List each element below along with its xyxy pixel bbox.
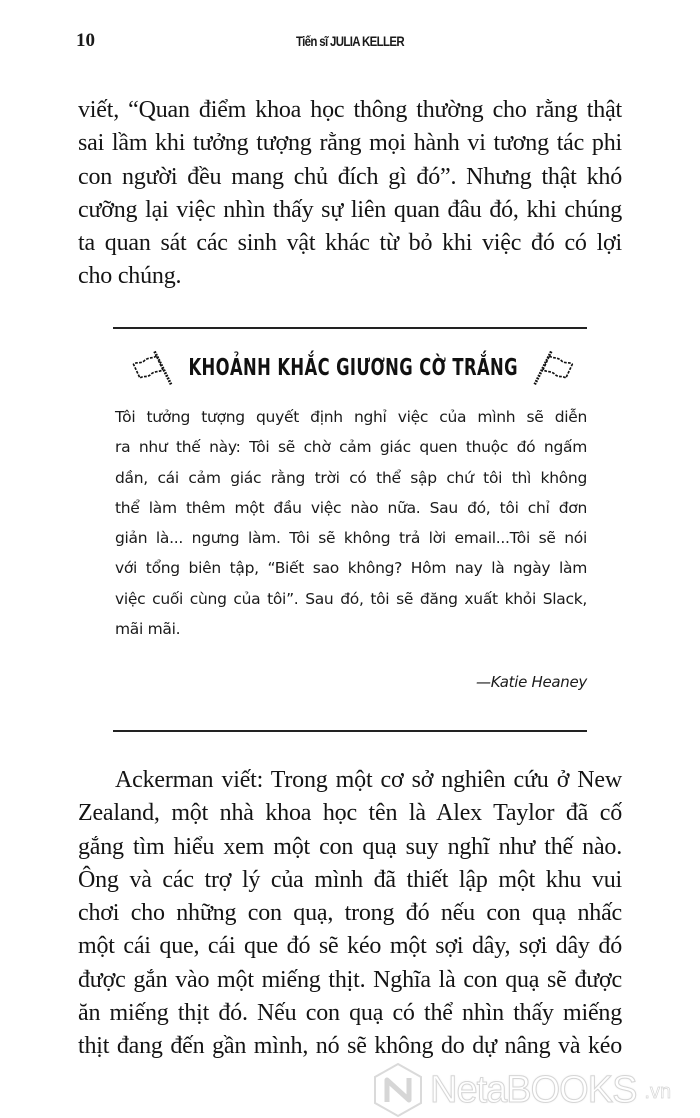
text-line: cưỡng lại việc nhìn thấy sự liên quan đâu đó, khi chúng [78,196,622,223]
text-line: viết, “Quan điểm khoa học thông thường cho rằng thật [78,97,622,123]
sidebar-title-row [128,345,578,389]
quote-line: việc cuối cùng của tôi”. Sau đó, tôi sẽ đăng xuất khỏi Slack, [115,589,587,608]
quote-line: với tổng biên tập, “Biết sao không? Hôm nay là ngày làm [115,559,587,578]
quote-attribution: —Katie Heaney [476,673,587,691]
white-flag-icon [532,346,578,388]
watermark-brand: NetaBOOKS [430,1069,637,1111]
text-line: Ông và các trợ lý của mình đã thiết lập một khu vui [78,866,622,893]
quote-line: giản là... ngưng làm. Tôi sẽ không trả lời email...Tôi sẽ nói [115,529,587,548]
watermark [372,1062,671,1118]
sidebar-bottom-rule [113,730,587,732]
text-line: được gắn vào một miếng thịt. Nghĩa là con quạ sẽ được [78,966,622,993]
quote-line: mãi mãi. [115,620,181,639]
text-line: Ackerman viết: Trong một cơ sở nghiên cứu ở New [115,767,622,793]
text-line: gắng tìm hiểu xem một con quạ suy nghĩ như thế nào. [78,833,622,860]
text-line: sai lầm khi tưởng tượng rằng mọi hành vi tương tác phi [78,130,622,157]
text-line: chơi cho những con quạ, trong đó nếu con quạ nhấc [78,900,622,927]
sidebar-quote [115,402,587,644]
text-line: cho chúng. [78,263,182,290]
text-line: ta quan sát các sinh vật khác từ bỏ khi việc đó có lợi [78,230,622,257]
text-line: con người đều mang chủ đích gì đó”. Nhưng thật khó [78,163,622,190]
quote-line: thể làm thêm một đầu việc nào nữa. Sau đó, tôi chỉ đơn [115,498,587,517]
text-line: thịt đang đến gần mình, nó sẽ không do dự nâng và kéo [78,1033,622,1060]
page-number: 10 [76,30,95,51]
netabooks-logo-icon [372,1062,424,1118]
watermark-tld: .vn [644,1081,672,1103]
quote-line: dần, cái cảm giác rằng trời có thể sập chứ tôi thì không [115,468,587,487]
quote-line: ra như thế này: Tôi sẽ chờ cảm giác quen thuộc đó ngấm [115,438,587,457]
running-head: Tiến sĩ JULIA KELLER [295,33,405,49]
text-line: Zealand, một nhà khoa học tên là Alex Taylor đã cố [78,800,622,827]
sidebar-title: KHOẢNH KHẮC GIƯƠNG CỜ TRẮNG [188,353,518,381]
bottom-paragraph [78,764,622,1064]
quote-line: Tôi tưởng tượng quyết định nghỉ việc của mình sẽ diễn [115,408,587,426]
text-line: một cái que, cái que đó sẽ kéo một sợi dây, sợi dây đó [78,933,622,960]
white-flag-icon [128,346,174,388]
sidebar-top-rule [113,327,587,329]
top-paragraph [78,94,622,294]
text-line: ăn miếng thịt đó. Nếu con quạ có thể nhìn thấy miếng [78,1000,622,1027]
